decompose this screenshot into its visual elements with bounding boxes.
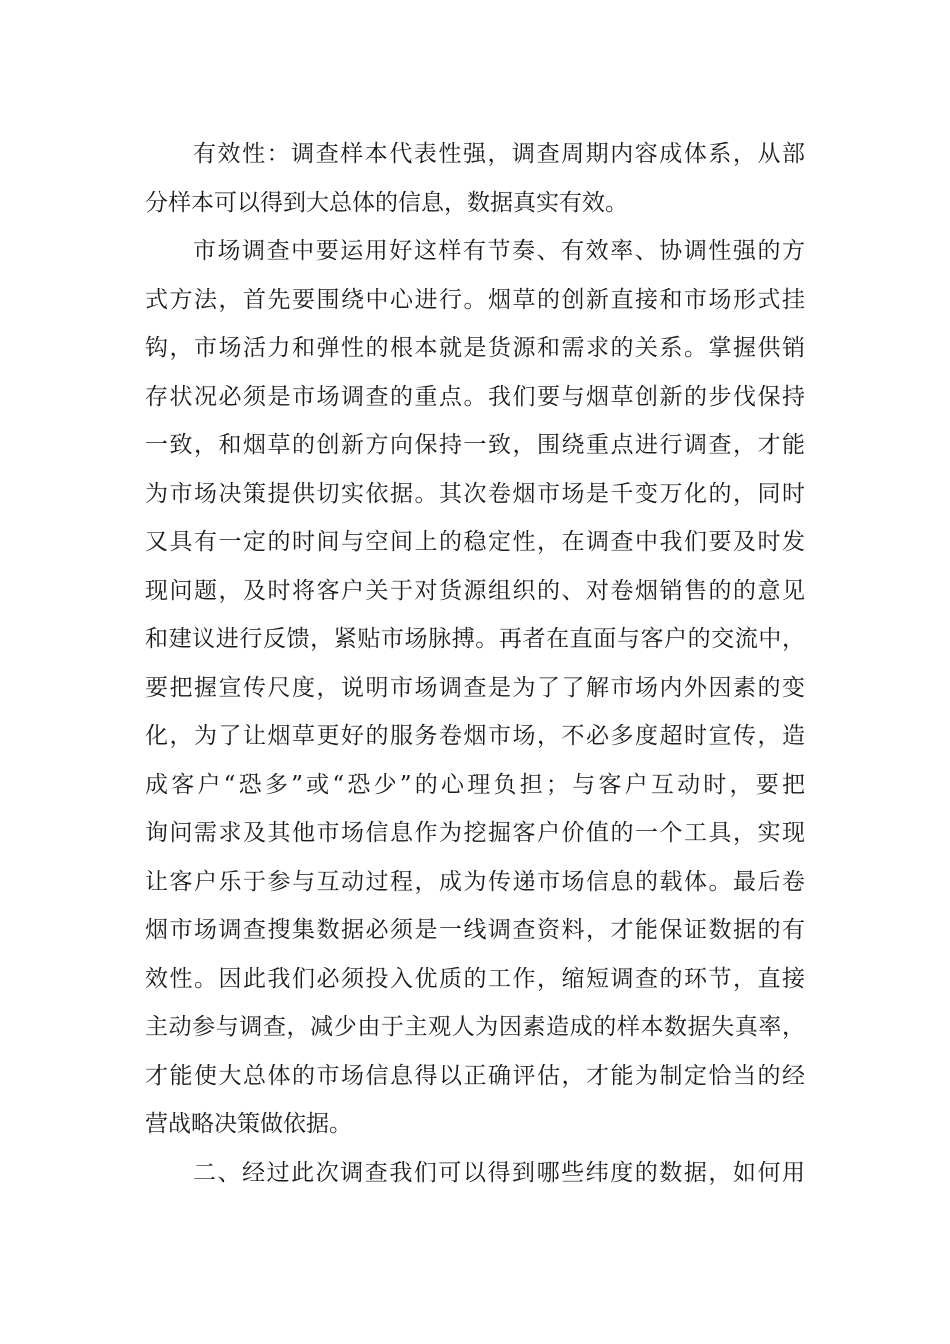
- text-line: 成客户“恐多”或“恐少”的心理负担；与客户互动时，要把: [145, 771, 805, 798]
- text-line: 钩，市场活力和弹性的根本就是货源和需求的关系。掌握供销: [145, 335, 805, 361]
- text-line: 主动参与调查，减少由于主观人为因素造成的样本数据失真率，: [145, 1014, 805, 1040]
- text-line: 为市场决策提供切实依据。其次卷烟市场是千变万化的，同时: [145, 480, 805, 507]
- text-line: 现问题，及时将客户关于对货源组织的、对卷烟销售的的意见: [145, 577, 805, 604]
- text-line: 和建议进行反馈，紧贴市场脉搏。再者在直面与客户的交流中，: [145, 626, 805, 652]
- text-line: 又具有一定的时间与空间上的稳定性，在调查中我们要及时发: [145, 529, 805, 555]
- text-line: 式方法，首先要围绕中心进行。烟草的创新直接和市场形式挂: [145, 286, 805, 313]
- text-line: 存状况必须是市场调查的重点。我们要与烟草创新的步伐保持: [145, 383, 805, 410]
- text-line: 化，为了让烟草更好的服务卷烟市场，不必多度超时宣传，造: [145, 723, 805, 749]
- text-line: 效性。因此我们必须投入优质的工作，缩短调查的环节，直接: [145, 965, 805, 992]
- text-line: 二、经过此次调查我们可以得到哪些纬度的数据，如何用: [193, 1159, 805, 1186]
- text-line: 市场调查中要运用好这样有节奏、有效率、协调性强的方: [193, 238, 805, 264]
- text-line: 要把握宣传尺度，说明市场调查是为了了解市场内外因素的变: [145, 674, 805, 701]
- text-line: 烟市场调查搜集数据必须是一线调查资料，才能保证数据的有: [145, 917, 805, 943]
- document-body: [145, 130, 805, 1197]
- text-line: 营战略决策做依据。: [145, 1111, 352, 1137]
- text-line: 分样本可以得到大总体的信息，数据真实有效。: [145, 189, 628, 216]
- paragraph-section-two-heading: [145, 1149, 805, 1198]
- text-line: 有效性：调查样本代表性强，调查周期内容成体系，从部: [193, 141, 805, 167]
- paragraph-effectiveness: [145, 130, 805, 227]
- text-line: 询问需求及其他市场信息作为挖掘客户价值的一个工具，实现: [145, 820, 805, 846]
- text-line: 一致，和烟草的创新方向保持一致，围绕重点进行调查，才能: [145, 432, 805, 458]
- text-line: 才能使大总体的市场信息得以正确评估，才能为制定恰当的经: [145, 1062, 805, 1089]
- paragraph-market-survey: [145, 227, 805, 1149]
- text-line: 让客户乐于参与互动过程，成为传递市场信息的载体。最后卷: [145, 868, 805, 895]
